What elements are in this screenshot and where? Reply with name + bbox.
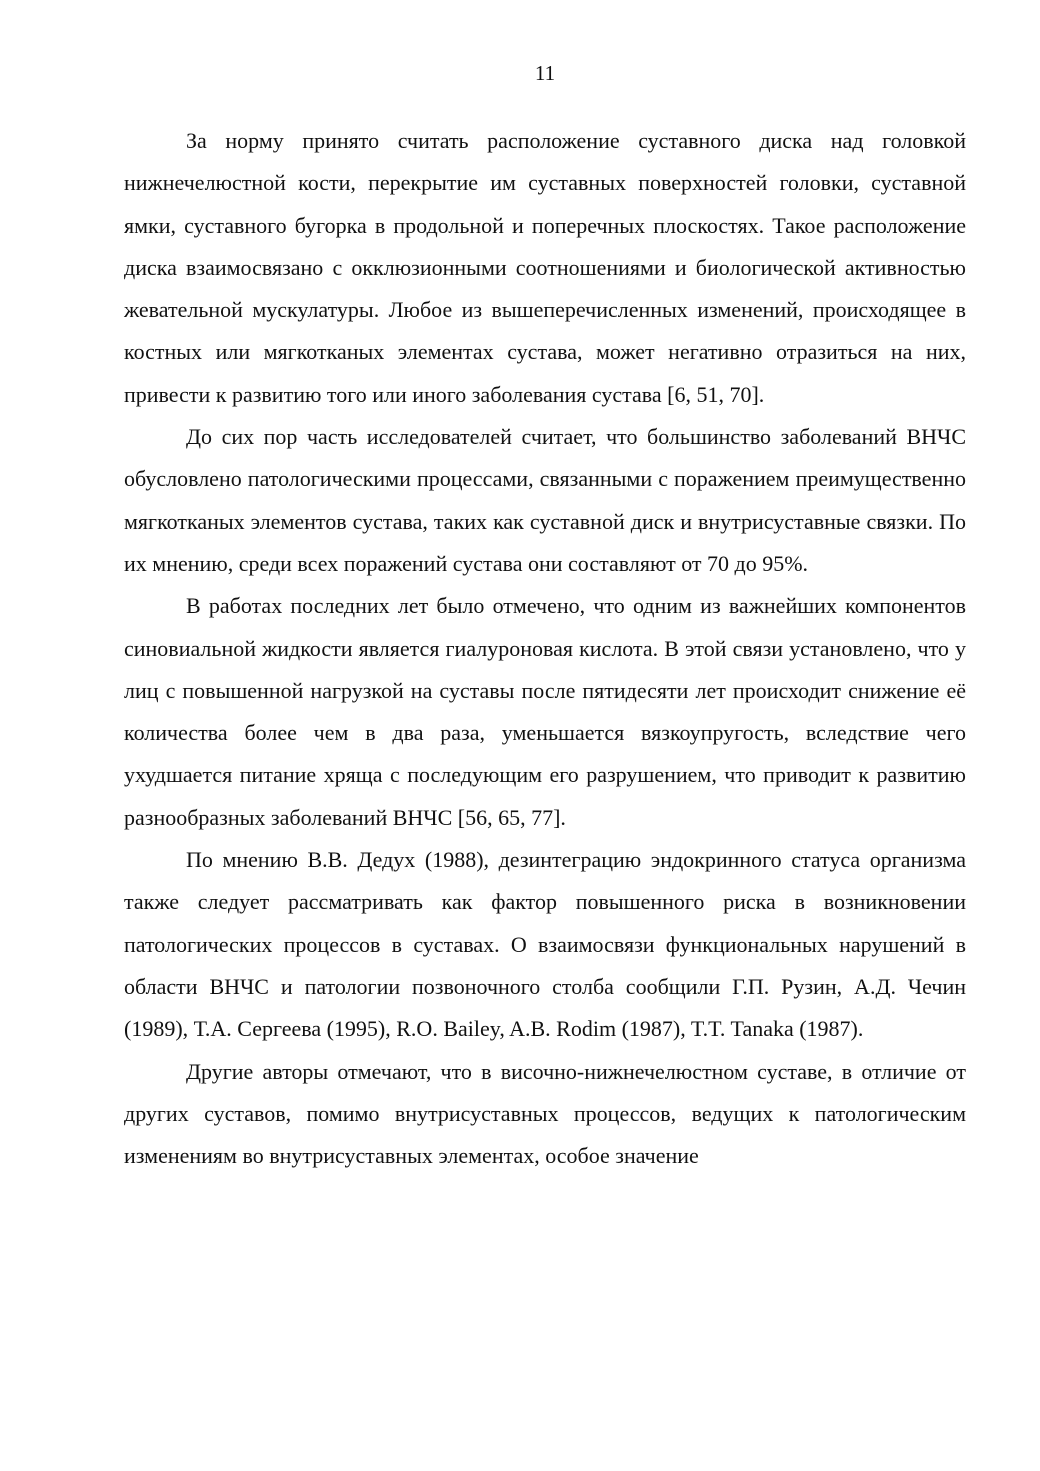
paragraph: За норму принято считать расположение суставного диска над головкой нижнечелюстной кости, перекрытие им суставных поверхностей головки, суставной ямки, суставного бугорка в продольной и поперечных плоскостях. Такое расположение диска взаимосвязано с окклюзионными соотношениями и биологической активностью жевательной мускулатуры. Любое из вышеперечисленных изменений, происходящее в костных или мягкотканых элементах сустава, может негативно отразиться на них, привести к развитию того или иного заболевания сустава [6, 51, 70]. [124,128,966,407]
paragraph: Другие авторы отмечают, что в височно-нижнечелюстном суставе, в отличие от других суставов, помимо внутрисуставных процессов, ведущих к патологическим изменениям во внутрисуставных элементах, особое значение [124,1058,966,1169]
paragraph: В работах последних лет было отмечено, что одним из важнейших компонентов синовиальной жидкости является гиалуроновая кислота. В этой связи установлено, что у лиц с повышенной нагрузкой на суставы после пятидесяти лет происходит снижение её количества более чем в два раза, уменьшается вязкоупругость, вследствие чего ухудшается питание хряща с последующим его разрушением, что приводит к развитию разнообразных заболеваний ВНЧС [56, 65, 77]. [124,593,966,830]
body-text [124,120,966,1177]
paragraph: До сих пор часть исследователей считает, что большинство заболеваний ВНЧС обусловлено патологическими процессами, связанными с поражением преимущественно мягкотканых элементов сустава, таких как суставной диск и внутрисуставные связки. По их мнению, среди всех поражений сустава они составляют от 70 до 95%. [124,424,966,576]
paragraph: По мнению В.В. Дедух (1988), дезинтеграцию эндокринного статуса организма также следует рассматривать как фактор повышенного риска в возникновении патологических процессов в суставах. О взаимосвязи функциональных нарушений в области ВНЧС и патологии позвоночного столба сообщили Г.П. Рузин, А.Д. Чечин (1989), Т.А. Сергеева (1995), R.O. Bailey, A.B. Rodim (1987), T.T. Tanaka (1987). [124,847,966,1042]
page-number: 11 [534,61,556,85]
